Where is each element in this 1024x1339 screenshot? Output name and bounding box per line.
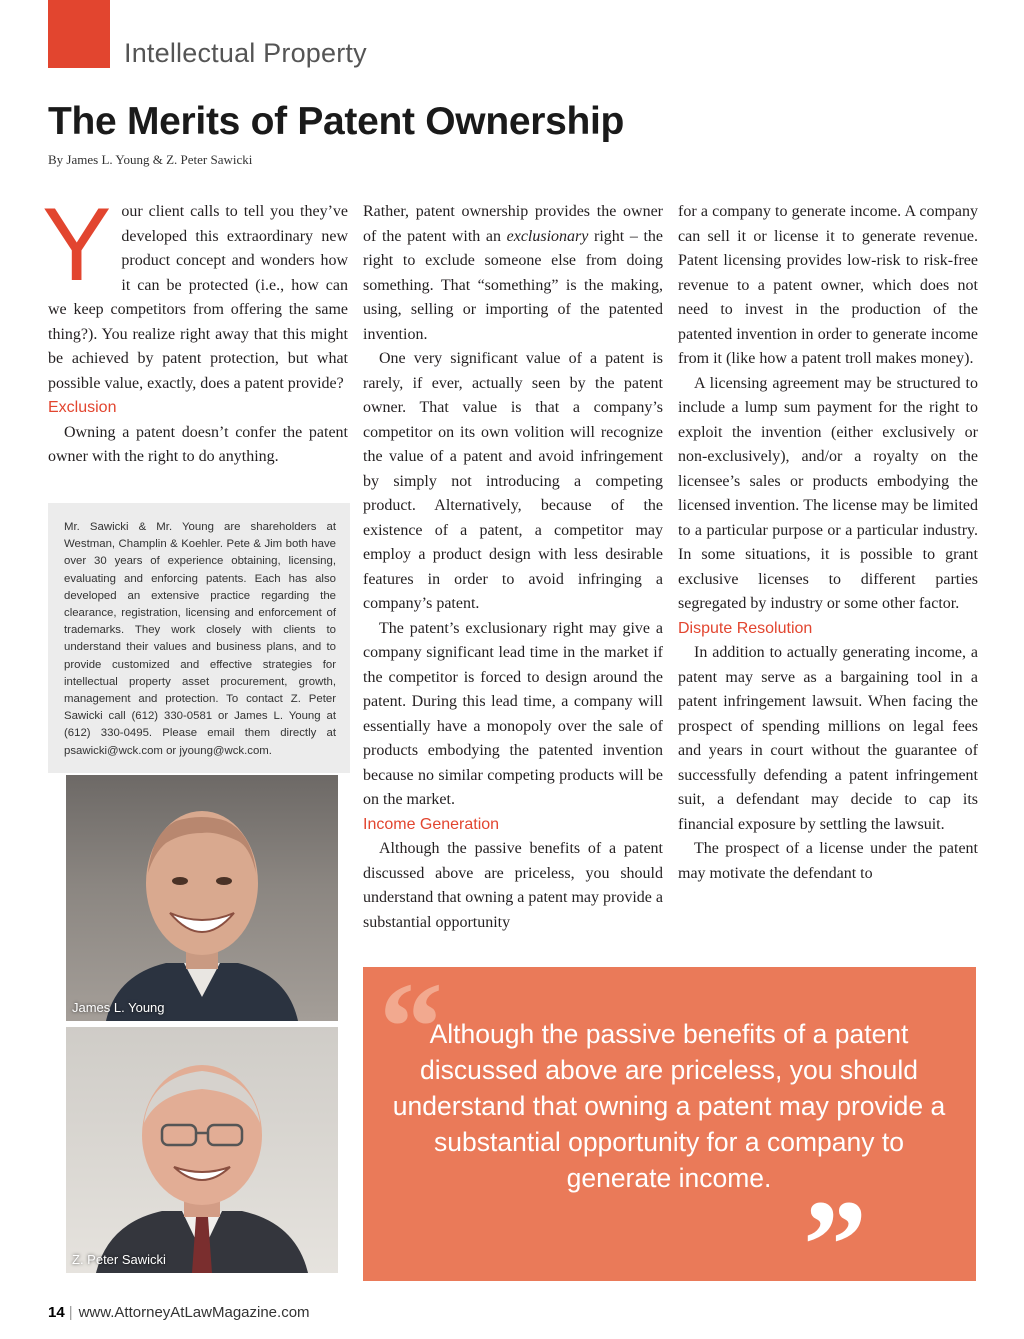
portrait-young-illustration	[66, 775, 338, 1021]
photo-caption-young: James L. Young	[72, 1000, 165, 1015]
emphasis-text: exclusionary	[506, 227, 589, 245]
article-column-3	[678, 200, 978, 886]
intro-paragraph	[42, 187, 348, 396]
pull-quote-text: Although the passive benefits of a patent discussed above are priceless, you should understand that owning a patent may provide a substantial opportunity for a company to generate income.	[392, 1019, 946, 1193]
article-column-1	[42, 187, 348, 470]
open-quote-mark: “	[379, 956, 443, 1098]
paragraph: The patent’s exclusionary right may give a company significant lead time in the market if the competitor is forced to design around the patent. During this lead time, a company will essentially have a monopoly over the sale of products embodying the patented invention because no similar competing products will be on the market.	[363, 619, 663, 808]
page-number: 14	[48, 1304, 65, 1321]
section-color-block	[48, 0, 110, 68]
paragraph: In addition to actually generating income, a patent may serve as a bargaining tool in a patent infringement lawsuit. When facing the prospect of spending millions on legal fees and years in court without the guarantee of successfully defending a patent infringement suit, a defendant may decide to cap its financial exposure by settling the lawsuit.	[678, 644, 978, 833]
article-title: The Merits of Patent Ownership	[48, 100, 625, 143]
photo-caption-sawicki: Z. Peter Sawicki	[72, 1252, 166, 1267]
page-footer	[48, 1304, 310, 1321]
close-quote-mark: ”	[803, 1174, 867, 1316]
paragraph: A licensing agreement may be structured to include a lump sum payment for the right to exploit the invention (either exclusively or non-exclusively), and/or a royalty on the licensee’s sales or products embodying the licensed invention. The license may be limited to a particular purpose or a particular industry. In some situations, it is possible to grant exclusive licenses to different parties segregated by industry or some other factor.	[678, 374, 978, 612]
author-photo-young	[66, 775, 338, 1021]
author-photo-sawicki	[66, 1027, 338, 1273]
paragraph: One very significant value of a patent is rarely, if ever, actually seen by the patent owner. That value is that a company’s competitor on its own volition will recognize the value of a patent and avoid infringement by simply not introducing a competing product. Alternatively, because of the existence of a patent, a competitor may employ a product design with less desirable features in order to avoid infringing a company’s patent.	[363, 350, 663, 612]
article-column-2	[363, 200, 663, 935]
footer-separator: |	[68, 1304, 73, 1321]
paragraph: for a company to generate income. A company can sell it or license it to generate revenue. Patent licensing provides low-risk to risk-free revenue to a patent owner, which does not need to invest in the production of the patented invention in order to generate income from it (like how a patent troll makes money).	[678, 203, 978, 367]
text-run: Rather, patent ownership provides the owner of the patent with an	[363, 203, 663, 245]
paragraph: Owning a patent doesn’t confer the patent owner with the right to do anything.	[48, 423, 348, 465]
text-run: right – the right to exclude someone else from doing something. That “something” is the making, using, selling or importing of the patented invention.	[363, 227, 664, 343]
paragraph: The prospect of a license under the patent may motivate the defendant to	[678, 840, 978, 882]
section-label: Intellectual Property	[124, 38, 367, 68]
paragraph	[363, 200, 663, 347]
subhead-dispute-resolution: Dispute Resolution	[678, 619, 813, 637]
article-byline: By James L. Young & Z. Peter Sawicki	[48, 152, 253, 167]
subhead-exclusion: Exclusion	[48, 399, 117, 416]
footer-website: www.AttorneyAtLawMagazine.com	[78, 1304, 310, 1321]
subhead-income-generation: Income Generation	[363, 815, 500, 833]
pull-quote	[363, 956, 976, 1316]
author-bio-box: Mr. Sawicki & Mr. Young are shareholders at Westman, Champlin & Koehler. Pete & Jim both have over 30 years of experience obtaining, licensing, evaluating and enforcing patents. Each has also developed an extensive practice regarding the clearance, registration, licensing and enforcement of trademarks. They work closely with clients to understand their values and business plans, and to provide customized and effective strategies for intellectual property asset procurement, growth, management and protection. To contact Z. Peter Sawicki call (612) 330-0581 or James L. Young at (612) 330-0495. Please email them directly at psawicki@wck.com or jyoung@wck.com.	[48, 503, 350, 773]
portrait-sawicki-illustration	[66, 1027, 338, 1273]
intro-text: our client calls to tell you they’ve developed this extraordinary new product concept and wonders how it can be protected (i.e., how can we keep competitors from offering the same thing?). You realize right away that this might be achieved by patent protection, but what possible value, exactly, does a patent provide?	[48, 203, 348, 392]
paragraph: Although the passive benefits of a patent discussed above are priceless, you should understand that owning a patent may provide a substantial opportunity	[363, 840, 663, 931]
drop-cap: Y	[42, 187, 112, 303]
